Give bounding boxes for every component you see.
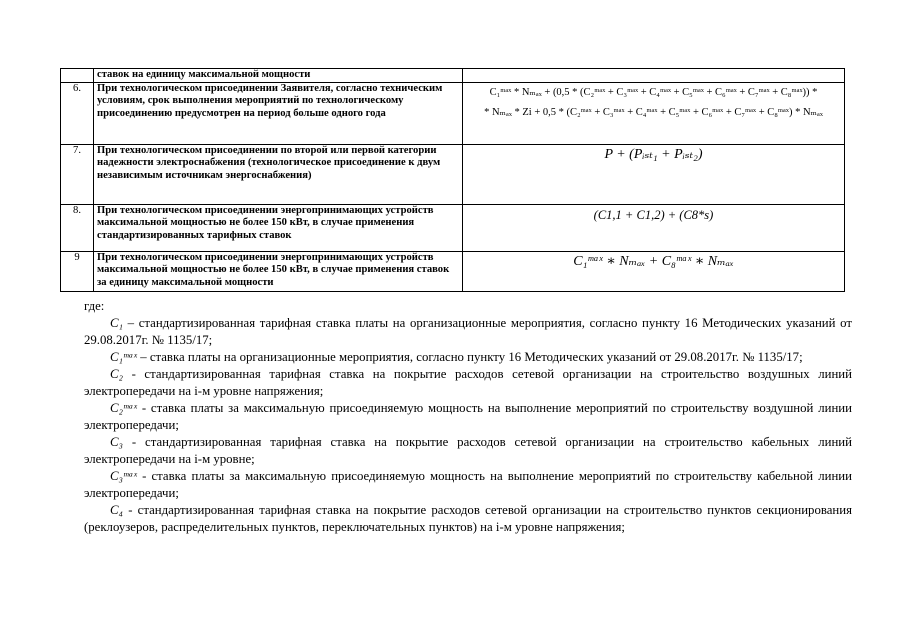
legend-symbol: C₃ᵐᵃˣ: [110, 469, 138, 483]
table-row: [61, 69, 845, 83]
legend-item: [84, 349, 852, 366]
row-number: 9: [61, 252, 94, 292]
row-description: ставок на единицу максимальной мощности: [94, 69, 463, 83]
legend-symbol: C₁ᵐᵃˣ: [110, 350, 138, 364]
row-formula: [463, 252, 845, 292]
legend-item: [84, 366, 852, 400]
legend-symbol: C₂: [110, 367, 123, 381]
legend-text: - ставка платы за максимальную присоединяемую мощность на выполнение мероприятий по строительству воздушной линии электропередачи;: [84, 401, 852, 432]
row-number: 7.: [61, 145, 94, 205]
formula-line: C₁ᵐᵃˣ * Nₘₐₓ + (0,5 * (C₂ᵐᵃˣ + C₃ᵐᵃˣ + C₄ᵐᵃˣ + C₅ᵐᵃˣ + C₆ᵐᵃˣ + C₇ᵐᵃˣ + C₈ᵐᵃˣ)) *: [489, 87, 818, 98]
legend-item: [84, 400, 852, 434]
table-row: [61, 83, 845, 145]
row-description: При технологическом присоединении энергопринимающих устройств максимальной мощностью не более 150 кВт, в случае применения ставок за единицу максимальной мощности: [94, 252, 463, 292]
table-row: [61, 252, 845, 292]
row-description: При технологическом присоединении по второй или первой категории надежности электроснабжения (технологическое присоединение к двум независимым источникам энергоснабжения): [94, 145, 463, 205]
legend-text: – ставка платы на организационные мероприятия, согласно пункту 16 Методических указаний от 29.08.2017г. № 1135/17;: [137, 350, 803, 364]
formula-line: P + (Pᵢₛₜ₁ + Pᵢₛₜ₂): [604, 147, 703, 162]
row-formula: [463, 83, 845, 145]
row-number: 6.: [61, 83, 94, 145]
formula-line: (C1,1 + C1,2) + (C8*s): [593, 208, 714, 222]
tariff-formula-table: [60, 68, 845, 292]
formula-line: * Nₘₐₓ * Zi + 0,5 * (C₂ᵐᵃˣ + C₃ᵐᵃˣ + C₄ᵐᵃˣ + C₅ᵐᵃˣ + C₆ᵐᵃˣ + C₇ᵐᵃˣ + C₈ᵐᵃˣ) * Nₘₐₓ: [484, 107, 823, 118]
legend-where: где:: [84, 299, 105, 313]
legend-item: [84, 315, 852, 349]
legend-item: [84, 502, 852, 536]
row-formula: [463, 205, 845, 252]
row-description: При технологическом присоединении энергопринимающих устройств максимальной мощностью не более 150 кВт, в случае применения стандартизированных тарифных ставок: [94, 205, 463, 252]
table-row: [61, 145, 845, 205]
row-number: [61, 69, 94, 83]
legend-text: - стандартизированная тарифная ставка на покрытие расходов сетевой организации на строительство воздушных линий электропередачи на i-м уровне напряжения;: [84, 367, 852, 398]
legend-symbol: C₃: [110, 435, 123, 449]
row-number: 8.: [61, 205, 94, 252]
legend-text: – стандартизированная тарифная ставка платы на организационные мероприятия, согласно пункту 16 Методических указаний от 29.08.2017г. № 1135/17;: [84, 316, 852, 347]
legend-symbol: C₁: [110, 316, 123, 330]
legend-text: - ставка платы за максимальную присоединяемую мощность на выполнение мероприятий по строительству кабельной линии электропередачи;: [84, 469, 852, 500]
table-row: [61, 205, 845, 252]
legend-item: [84, 434, 852, 468]
row-description: При технологическом присоединении Заявителя, согласно техническим условиям, срок выполнения мероприятий по технологическому присоединению предусмотрен на период больше одного года: [94, 83, 463, 145]
symbol-legend: [84, 298, 852, 536]
row-formula: [463, 69, 845, 83]
legend-symbol: C₄: [110, 503, 123, 517]
legend-item: [84, 468, 852, 502]
legend-symbol: C₂ᵐᵃˣ: [110, 401, 138, 415]
formula-line: C₁ᵐᵃˣ ∗ Nₘₐₓ + C₈ᵐᵃˣ ∗ Nₘₐₓ: [573, 254, 734, 269]
legend-text: - стандартизированная тарифная ставка на покрытие расходов сетевой организации на строительство пунктов секционирования (реклоузеров, распределительных пунктов, переключательных пунктов) на i-м уровне напряжения;: [84, 503, 852, 534]
row-formula: [463, 145, 845, 205]
legend-text: - стандартизированная тарифная ставка на покрытие расходов сетевой организации на строительство кабельных линий электропередачи на i-м уровне;: [84, 435, 852, 466]
